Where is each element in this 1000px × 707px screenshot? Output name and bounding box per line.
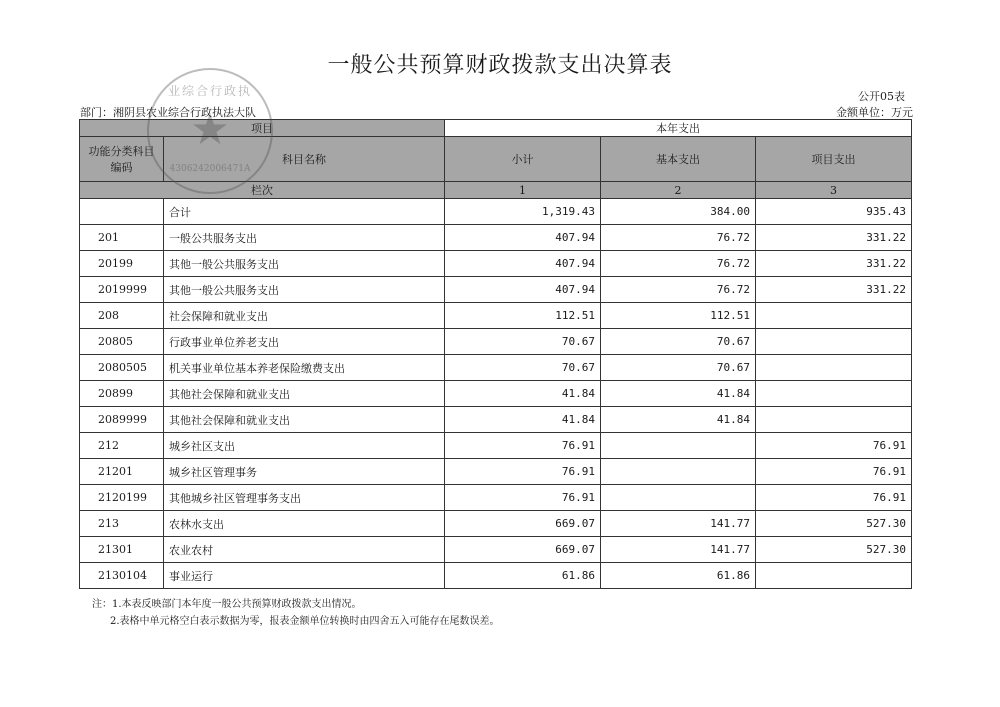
row-basic: 141.77 bbox=[601, 511, 756, 537]
amount-unit-label: 金额单位：万元 bbox=[836, 106, 913, 119]
header-col-no: 栏次 bbox=[80, 182, 445, 199]
row-subtotal: 669.07 bbox=[445, 511, 601, 537]
total-name: 合计 bbox=[164, 199, 445, 225]
row-program bbox=[756, 563, 912, 589]
row-name: 其他城乡社区管理事务支出 bbox=[164, 485, 445, 511]
row-basic: 70.67 bbox=[601, 355, 756, 381]
row-subtotal: 70.67 bbox=[445, 329, 601, 355]
row-name: 社会保障和就业支出 bbox=[164, 303, 445, 329]
table-row bbox=[80, 407, 912, 433]
table-row bbox=[80, 537, 912, 563]
row-code: 20199 bbox=[80, 251, 164, 277]
row-basic: 112.51 bbox=[601, 303, 756, 329]
table-row bbox=[80, 459, 912, 485]
row-subtotal: 76.91 bbox=[445, 433, 601, 459]
row-basic: 61.86 bbox=[601, 563, 756, 589]
row-name: 城乡社区管理事务 bbox=[164, 459, 445, 485]
row-name: 其他一般公共服务支出 bbox=[164, 277, 445, 303]
form-number: 公开05表 bbox=[858, 90, 905, 103]
header-func-code: 功能分类科目编码 bbox=[80, 137, 164, 182]
row-name: 其他社会保障和就业支出 bbox=[164, 381, 445, 407]
notes bbox=[92, 596, 500, 630]
note-1: 注：1.本表反映部门本年度一般公共预算财政拨款支出情况。 bbox=[92, 599, 362, 610]
table-row bbox=[80, 355, 912, 381]
row-code: 21301 bbox=[80, 537, 164, 563]
row-subtotal: 41.84 bbox=[445, 381, 601, 407]
row-name: 农业农村 bbox=[164, 537, 445, 563]
row-basic: 76.72 bbox=[601, 277, 756, 303]
row-name: 一般公共服务支出 bbox=[164, 225, 445, 251]
total-basic: 384.00 bbox=[601, 199, 756, 225]
table-row bbox=[80, 225, 912, 251]
header-subtotal: 小计 bbox=[445, 137, 601, 182]
row-code: 2080505 bbox=[80, 355, 164, 381]
row-code: 201 bbox=[80, 225, 164, 251]
table-row bbox=[80, 433, 912, 459]
row-code: 21201 bbox=[80, 459, 164, 485]
row-program bbox=[756, 303, 912, 329]
row-subtotal: 112.51 bbox=[445, 303, 601, 329]
table-row bbox=[80, 329, 912, 355]
row-program bbox=[756, 381, 912, 407]
row-subtotal: 76.91 bbox=[445, 485, 601, 511]
row-subtotal: 76.91 bbox=[445, 459, 601, 485]
row-subtotal: 669.07 bbox=[445, 537, 601, 563]
row-basic: 141.77 bbox=[601, 537, 756, 563]
row-program: 331.22 bbox=[756, 277, 912, 303]
row-basic bbox=[601, 433, 756, 459]
row-basic: 76.72 bbox=[601, 251, 756, 277]
row-basic: 41.84 bbox=[601, 381, 756, 407]
row-program: 331.22 bbox=[756, 251, 912, 277]
row-name: 农林水支出 bbox=[164, 511, 445, 537]
row-basic: 70.67 bbox=[601, 329, 756, 355]
expenditure-table bbox=[79, 119, 912, 589]
row-code: 20805 bbox=[80, 329, 164, 355]
row-code: 2120199 bbox=[80, 485, 164, 511]
row-name: 机关事业单位基本养老保险缴费支出 bbox=[164, 355, 445, 381]
row-subtotal: 41.84 bbox=[445, 407, 601, 433]
row-program: 76.91 bbox=[756, 485, 912, 511]
row-basic bbox=[601, 485, 756, 511]
total-program: 935.43 bbox=[756, 199, 912, 225]
row-name: 其他一般公共服务支出 bbox=[164, 251, 445, 277]
row-code: 2089999 bbox=[80, 407, 164, 433]
seal-star-icon: ★ bbox=[190, 104, 230, 155]
seal-text: 业综合行政执 bbox=[167, 84, 252, 98]
row-code: 213 bbox=[80, 511, 164, 537]
page-title: 一般公共预算财政拨款支出决算表 bbox=[327, 53, 673, 78]
table-row bbox=[80, 511, 912, 537]
header-subject-name: 科目名称 bbox=[164, 137, 445, 182]
row-basic: 76.72 bbox=[601, 225, 756, 251]
header-col-2: 2 bbox=[601, 182, 756, 199]
row-name: 行政事业单位养老支出 bbox=[164, 329, 445, 355]
row-subtotal: 61.86 bbox=[445, 563, 601, 589]
header-col-3: 3 bbox=[756, 182, 912, 199]
total-subtotal: 1,319.43 bbox=[445, 199, 601, 225]
row-code: 20899 bbox=[80, 381, 164, 407]
header-project: 项目 bbox=[80, 120, 445, 137]
header-basic: 基本支出 bbox=[601, 137, 756, 182]
row-program: 527.30 bbox=[756, 511, 912, 537]
row-program: 527.30 bbox=[756, 537, 912, 563]
header-current-year: 本年支出 bbox=[445, 120, 912, 137]
row-subtotal: 70.67 bbox=[445, 355, 601, 381]
table-row bbox=[80, 563, 912, 589]
row-program: 76.91 bbox=[756, 433, 912, 459]
row-name: 事业运行 bbox=[164, 563, 445, 589]
row-code: 212 bbox=[80, 433, 164, 459]
department-label: 部门：湘阴县农业综合行政执法大队 bbox=[80, 106, 256, 119]
header-program: 项目支出 bbox=[756, 137, 912, 182]
table-row bbox=[80, 381, 912, 407]
row-basic bbox=[601, 459, 756, 485]
table-row bbox=[80, 485, 912, 511]
row-name: 其他社会保障和就业支出 bbox=[164, 407, 445, 433]
seal-number: 4306242006471A bbox=[169, 164, 251, 174]
row-program: 331.22 bbox=[756, 225, 912, 251]
row-subtotal: 407.94 bbox=[445, 251, 601, 277]
row-subtotal: 407.94 bbox=[445, 277, 601, 303]
table-row bbox=[80, 251, 912, 277]
row-program: 76.91 bbox=[756, 459, 912, 485]
table-row bbox=[80, 277, 912, 303]
note-2: 2.表格中单元格空白表示数据为零，报表金额单位转换时由四舍五入可能存在尾数误差。 bbox=[110, 616, 500, 627]
row-subtotal: 407.94 bbox=[445, 225, 601, 251]
row-name: 城乡社区支出 bbox=[164, 433, 445, 459]
table-row bbox=[80, 303, 912, 329]
row-code: 208 bbox=[80, 303, 164, 329]
row-code: 2130104 bbox=[80, 563, 164, 589]
total-code bbox=[80, 199, 164, 225]
header-col-1: 1 bbox=[445, 182, 601, 199]
row-program bbox=[756, 329, 912, 355]
row-basic: 41.84 bbox=[601, 407, 756, 433]
total-row bbox=[80, 199, 912, 225]
row-program bbox=[756, 355, 912, 381]
row-code: 2019999 bbox=[80, 277, 164, 303]
row-program bbox=[756, 407, 912, 433]
